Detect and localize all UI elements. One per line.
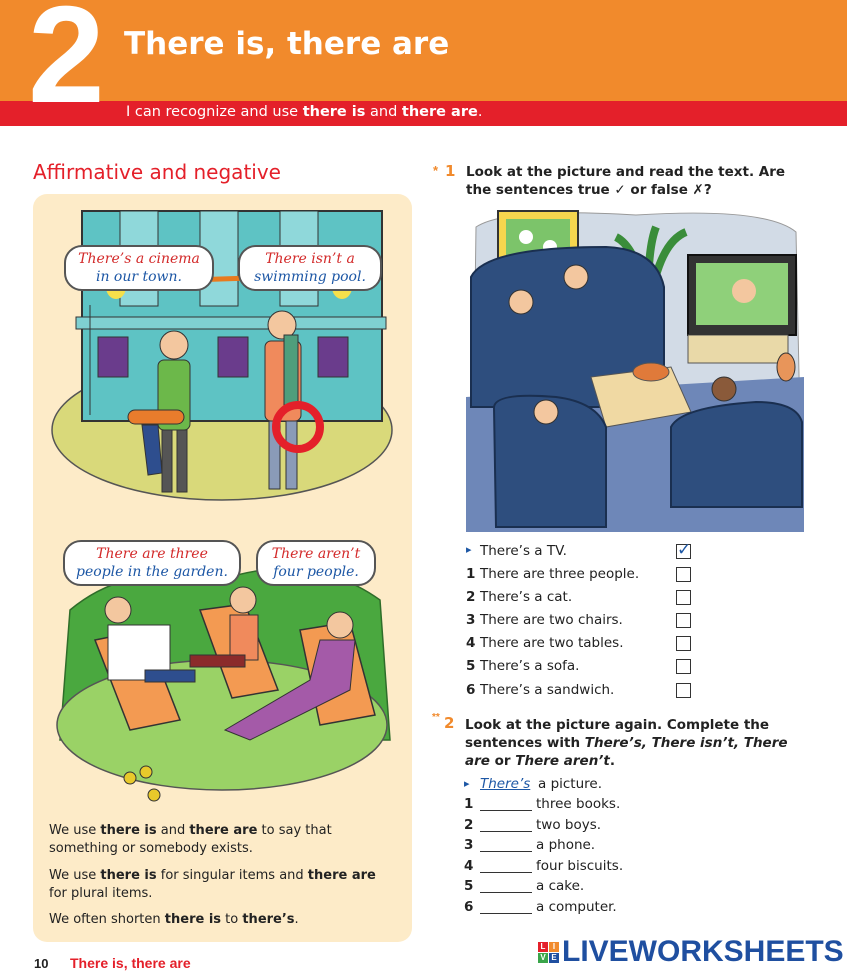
answer-blank[interactable]: [480, 892, 532, 893]
brand-name: LIVEWORKSHEETS: [562, 935, 844, 968]
grammar-note-3: We often shorten there is to there’s.: [49, 912, 299, 927]
grammar-note-1: We use there is and there are to say that something or somebody exists.: [49, 823, 332, 856]
speech-bubble-four-people: There aren’t four people.: [256, 540, 376, 586]
difficulty-stars: **: [432, 712, 440, 723]
unit-title: There is, there are: [124, 26, 450, 62]
exercise-2-number: 2: [444, 714, 455, 732]
checkbox[interactable]: [676, 567, 691, 582]
fill-row: 6 a computer.: [464, 899, 617, 915]
fill-row: 2 two boys.: [464, 817, 602, 833]
true-false-row: 5 There’s a sofa.: [466, 658, 696, 678]
speech-bubble-cinema: There’s a cinema in our town.: [64, 245, 214, 291]
fill-row: 4 four biscuits.: [464, 858, 624, 874]
unit-goal: I can recognize and use there is and there are.: [126, 104, 483, 120]
fill-row: 1 three books.: [464, 796, 621, 812]
page-number: 10: [34, 956, 49, 971]
fill-row: 3 a phone.: [464, 837, 596, 853]
answer-blank[interactable]: [480, 831, 532, 832]
true-false-row: 3 There are two chairs.: [466, 612, 696, 632]
checkbox[interactable]: [676, 683, 691, 698]
checkbox[interactable]: [676, 659, 691, 674]
true-false-row: 4 There are two tables.: [466, 635, 696, 655]
example-answer: There’s: [480, 776, 531, 792]
exercise-1-number: 1: [445, 162, 456, 180]
answer-blank[interactable]: [480, 810, 532, 811]
living-room-illustration: [466, 207, 804, 532]
liveworksheets-logo: [538, 935, 844, 969]
answer-blank[interactable]: [480, 872, 532, 873]
logo-blocks-icon: L I V E: [538, 942, 559, 963]
checkbox[interactable]: [676, 590, 691, 605]
speech-bubble-pool: There isn’t a swimming pool.: [238, 245, 382, 291]
fill-row-example: ▸ There’s a picture.: [464, 776, 603, 792]
true-false-row-example: ▸ There’s a TV. ✓: [466, 543, 696, 563]
true-false-row: 6 There’s a sandwich.: [466, 682, 696, 702]
page-footer-title: There is, there are: [70, 955, 191, 971]
checkbox[interactable]: [676, 636, 691, 651]
checkbox[interactable]: [676, 613, 691, 628]
section-title: Affirmative and negative: [33, 160, 281, 184]
answer-blank[interactable]: [480, 851, 532, 852]
difficulty-star: *: [433, 163, 439, 178]
fill-row: 5 a cake.: [464, 878, 585, 894]
exercise-1-instruction: Look at the picture and read the text. Are the sentences true ✓ or false ✗?: [466, 164, 786, 198]
grammar-note-2: We use there is for singular items and there are for plural items.: [49, 868, 376, 901]
unit-number: 2: [28, 0, 105, 132]
true-false-row: 1 There are three people.: [466, 566, 696, 586]
exercise-2-instruction: Look at the picture again. Complete the sentences with There’s, There isn’t, There are or There aren’t.: [465, 717, 788, 769]
answer-blank[interactable]: [480, 913, 532, 914]
true-false-row: 2 There’s a cat.: [466, 589, 696, 609]
checkbox-checked[interactable]: [676, 544, 691, 559]
speech-bubble-three-people: There are three people in the garden.: [63, 540, 241, 586]
